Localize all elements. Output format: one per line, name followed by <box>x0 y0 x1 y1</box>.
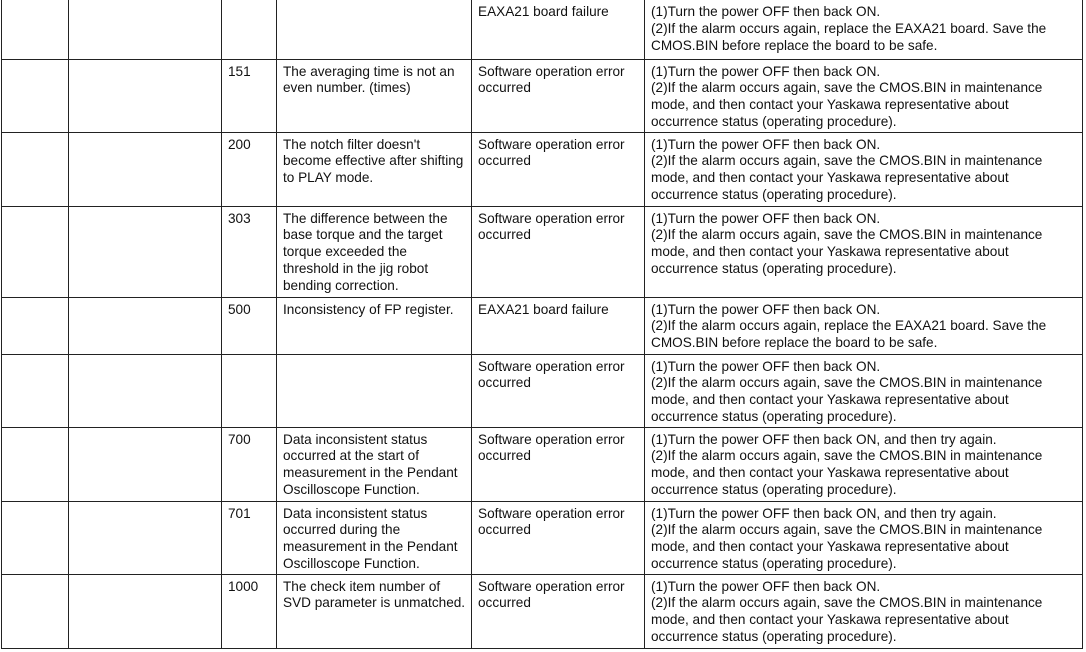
cause-line: Software operation error <box>478 136 625 152</box>
alarm-number-cell <box>2 59 69 132</box>
remedy-line: (2)If the alarm occurs again, save the CMOS.BIN in maintenance <box>651 595 1043 611</box>
remedy-line: mode, and then contact your Yaskawa representative about <box>651 97 1009 113</box>
cause-line: occurred <box>478 80 531 96</box>
alarm-number-cell <box>2 574 69 648</box>
alarm-name-cell <box>69 574 222 648</box>
meaning-line: become effective after shifting <box>283 153 464 169</box>
sub-code-cell <box>222 354 277 427</box>
remedy-line: occurrence status (operating procedure). <box>651 408 897 424</box>
remedy-line: mode, and then contact your Yaskawa representative about <box>651 612 1009 628</box>
meaning-line: SVD parameter is unmatched. <box>283 595 466 611</box>
table-row <box>2 0 1083 59</box>
cause-cell <box>472 427 645 501</box>
remedy-line: (2)If the alarm occurs again, replace the EAXA21 board. Save the <box>651 20 1047 36</box>
remedy-line: mode, and then contact your Yaskawa representative about <box>651 170 1009 186</box>
cause-line: occurred <box>478 522 531 538</box>
meaning-line: occurred during the <box>283 522 401 538</box>
remedy-line: CMOS.BIN before replace the board to be safe. <box>651 37 938 53</box>
meaning-cell <box>277 427 472 501</box>
meaning-line: occurred at the start of <box>283 448 420 464</box>
remedy-line: (2)If the alarm occurs again, save the CMOS.BIN in maintenance <box>651 448 1043 464</box>
cause-line: EAXA21 board failure <box>478 301 609 317</box>
meaning-line: Data inconsistent status <box>283 505 428 521</box>
meaning-cell <box>277 297 472 354</box>
meaning-line: The check item number of <box>283 578 441 594</box>
cause-line: EAXA21 board failure <box>478 4 609 19</box>
remedy-line: (1)Turn the power OFF then back ON, and then try again. <box>651 505 997 521</box>
alarm-name-cell <box>69 297 222 354</box>
meaning-cell <box>277 354 472 427</box>
sub-code-cell <box>222 59 277 132</box>
alarm-number-cell <box>2 206 69 297</box>
alarm-number-cell <box>2 132 69 206</box>
cause-line: Software operation error <box>478 505 625 521</box>
cause-cell <box>472 0 645 59</box>
cause-cell <box>472 206 645 297</box>
remedy-cell <box>645 132 1083 206</box>
alarm-name-cell <box>69 427 222 501</box>
remedy-line: occurrence status (operating procedure). <box>651 113 897 129</box>
alarm-number-cell <box>2 427 69 501</box>
sub-code-cell <box>222 132 277 206</box>
remedy-line: mode, and then contact your Yaskawa representative about <box>651 539 1009 555</box>
cause-cell <box>472 59 645 132</box>
meaning-line: base torque and the target <box>283 227 443 243</box>
sub-code-cell <box>222 501 277 574</box>
remedy-line: occurrence status (operating procedure). <box>651 481 897 497</box>
cause-line: occurred <box>478 227 531 243</box>
table-row <box>2 132 1083 206</box>
remedy-cell <box>645 0 1083 59</box>
meaning-line: Oscilloscope Function. <box>283 555 420 571</box>
alarm-number-cell <box>2 354 69 427</box>
remedy-line: (2)If the alarm occurs again, save the CMOS.BIN in maintenance <box>651 80 1043 96</box>
sub-code-cell <box>222 574 277 648</box>
sub-code-cell <box>222 297 277 354</box>
meaning-line: The averaging time is not an <box>283 63 455 79</box>
sub-code: 701 <box>228 505 251 521</box>
remedy-line: (1)Turn the power OFF then back ON. <box>651 578 881 594</box>
remedy-line: (2)If the alarm occurs again, replace the EAXA21 board. Save the <box>651 318 1047 334</box>
remedy-line: (1)Turn the power OFF then back ON. <box>651 210 881 226</box>
table-row <box>2 501 1083 574</box>
cause-cell <box>472 354 645 427</box>
meaning-line: Data inconsistent status <box>283 431 428 447</box>
alarm-name-cell <box>69 206 222 297</box>
remedy-cell <box>645 206 1083 297</box>
remedy-line: occurrence status (operating procedure). <box>651 186 897 202</box>
meaning-line: measurement in the Pendant <box>283 539 458 555</box>
cause-line: Software operation error <box>478 578 625 594</box>
cause-line: occurred <box>478 375 531 391</box>
alarm-number-cell <box>2 0 69 59</box>
remedy-line: mode, and then contact your Yaskawa representative about <box>651 465 1009 481</box>
meaning-line: even number. (times) <box>283 80 411 96</box>
cause-line: occurred <box>478 153 531 169</box>
remedy-line: (1)Turn the power OFF then back ON. <box>651 301 881 317</box>
meaning-line: measurement in the Pendant <box>283 465 458 481</box>
meaning-line: The difference between the <box>283 210 448 226</box>
remedy-cell <box>645 574 1083 648</box>
remedy-line: occurrence status (operating procedure). <box>651 555 897 571</box>
table-row <box>2 574 1083 648</box>
table-row <box>2 206 1083 297</box>
cause-cell <box>472 297 645 354</box>
remedy-line: occurrence status (operating procedure). <box>651 260 897 276</box>
meaning-line: The notch filter doesn't <box>283 136 421 152</box>
meaning-line: torque exceeded the <box>283 244 407 260</box>
remedy-line: (2)If the alarm occurs again, save the CMOS.BIN in maintenance <box>651 375 1043 391</box>
remedy-line: (2)If the alarm occurs again, save the CMOS.BIN in maintenance <box>651 522 1043 538</box>
meaning-cell <box>277 0 472 59</box>
sub-code: 1000 <box>228 578 259 594</box>
remedy-line: (1)Turn the power OFF then back ON. <box>651 63 881 79</box>
remedy-line: (1)Turn the power OFF then back ON. <box>651 136 881 152</box>
remedy-line: occurrence status (operating procedure). <box>651 628 897 644</box>
sub-code: 200 <box>228 136 251 152</box>
cause-line: occurred <box>478 595 531 611</box>
cause-line: Software operation error <box>478 431 625 447</box>
remedy-cell <box>645 354 1083 427</box>
table-row <box>2 297 1083 354</box>
meaning-line: Inconsistency of FP register. <box>283 301 454 317</box>
remedy-line: (1)Turn the power OFF then back ON, and then try again. <box>651 431 997 447</box>
alarm-table-body <box>2 0 1083 648</box>
remedy-cell <box>645 427 1083 501</box>
sub-code: 303 <box>228 210 251 226</box>
remedy-line: mode, and then contact your Yaskawa representative about <box>651 244 1009 260</box>
remedy-line: mode, and then contact your Yaskawa representative about <box>651 392 1009 408</box>
meaning-cell <box>277 132 472 206</box>
remedy-cell <box>645 501 1083 574</box>
cause-line: occurred <box>478 448 531 464</box>
meaning-cell <box>277 206 472 297</box>
table-row <box>2 59 1083 132</box>
sub-code-cell <box>222 206 277 297</box>
alarm-name-cell <box>69 132 222 206</box>
cause-line: Software operation error <box>478 210 625 226</box>
remedy-line: (1)Turn the power OFF then back ON. <box>651 4 881 19</box>
sub-code: 700 <box>228 431 251 447</box>
cause-cell <box>472 501 645 574</box>
cause-cell <box>472 132 645 206</box>
sub-code: 151 <box>228 63 251 79</box>
meaning-cell <box>277 501 472 574</box>
remedy-cell <box>645 297 1083 354</box>
remedy-cell <box>645 59 1083 132</box>
remedy-line: (2)If the alarm occurs again, save the CMOS.BIN in maintenance <box>651 153 1043 169</box>
remedy-line: (2)If the alarm occurs again, save the CMOS.BIN in maintenance <box>651 227 1043 243</box>
sub-code-cell <box>222 427 277 501</box>
alarm-name-cell <box>69 59 222 132</box>
meaning-cell <box>277 59 472 132</box>
meaning-line: bending correction. <box>283 277 399 293</box>
sub-code: 500 <box>228 301 251 317</box>
cause-line: Software operation error <box>478 63 625 79</box>
alarm-table <box>1 0 1083 649</box>
remedy-line: (1)Turn the power OFF then back ON. <box>651 358 881 374</box>
remedy-line: CMOS.BIN before replace the board to be safe. <box>651 335 938 351</box>
meaning-line: to PLAY mode. <box>283 170 374 186</box>
alarm-name-cell <box>69 354 222 427</box>
table-row <box>2 427 1083 501</box>
sub-code-cell <box>222 0 277 59</box>
meaning-cell <box>277 574 472 648</box>
meaning-line: threshold in the jig robot <box>283 260 429 276</box>
alarm-number-cell <box>2 297 69 354</box>
cause-line: Software operation error <box>478 358 625 374</box>
alarm-name-cell <box>69 501 222 574</box>
cause-cell <box>472 574 645 648</box>
alarm-name-cell <box>69 0 222 59</box>
table-row <box>2 354 1083 427</box>
alarm-number-cell <box>2 501 69 574</box>
meaning-line: Oscilloscope Function. <box>283 481 420 497</box>
